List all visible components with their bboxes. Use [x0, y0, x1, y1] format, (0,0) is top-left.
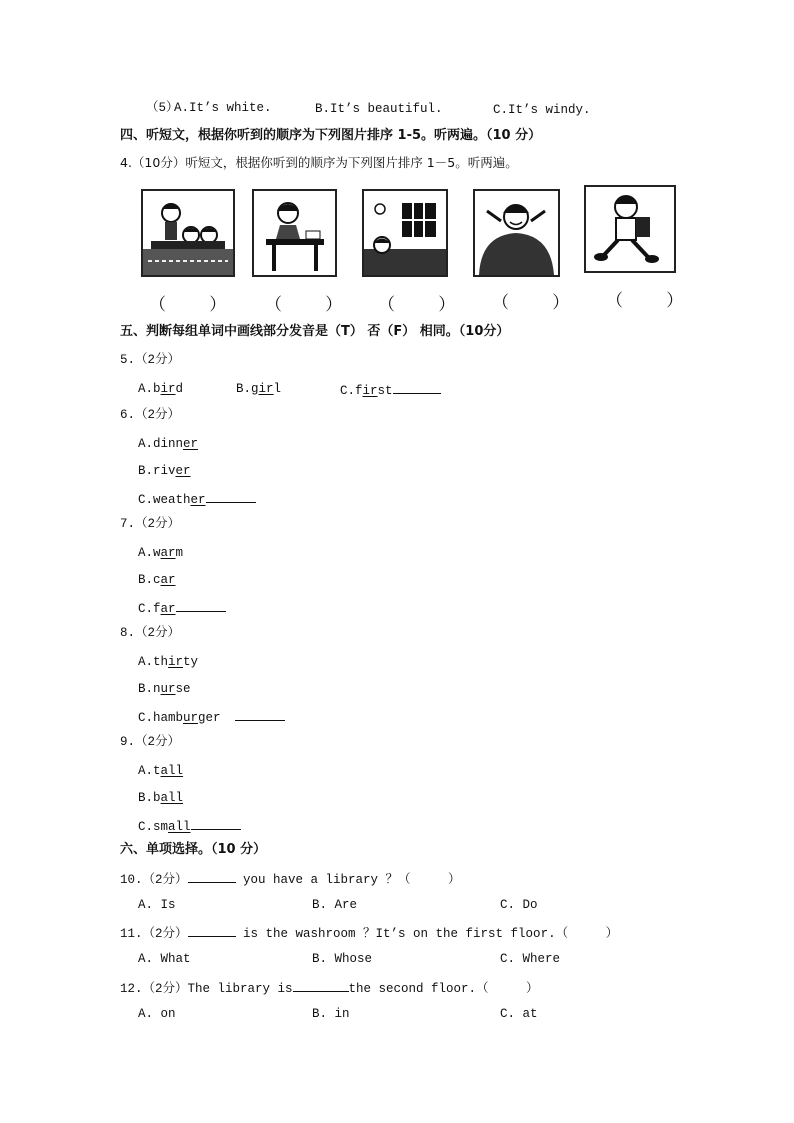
q12-option-c[interactable]: C. at — [500, 1007, 538, 1021]
q10-stem: 10.（2分） you have a library ？（ ） — [120, 870, 461, 888]
q3-5-option-c: C.It’s windy. — [493, 103, 591, 117]
q8-option-c: C.hamburger — [138, 708, 285, 726]
q8-number: 8.（2分） — [120, 626, 181, 640]
q10-option-b[interactable]: B. Are — [312, 898, 358, 912]
q12-option-b[interactable]: B. in — [312, 1007, 350, 1021]
q6-number: 6.（2分） — [120, 408, 181, 422]
picture-3-answer-paren[interactable]: （ ） — [378, 295, 456, 315]
girl-eating-icon — [254, 191, 335, 275]
q11-option-a[interactable]: A. What — [138, 952, 191, 966]
q6-option-b: B.river — [138, 464, 191, 478]
q11-stem: 11.（2分） is the washroom ？It’s on the first floor.（ ） — [120, 924, 618, 942]
picture-2-answer-paren[interactable]: （ ） — [265, 295, 343, 315]
q7-option-a: A.warm — [138, 546, 184, 560]
q7-answer-blank[interactable] — [176, 599, 226, 612]
q11-option-c[interactable]: C. Where — [500, 952, 561, 966]
q8-option-a: A.thirty — [138, 655, 199, 669]
q12-stem: 12.（2分）The library is the second floor.（ ） — [120, 979, 539, 997]
q10-option-a[interactable]: A. Is — [138, 898, 176, 912]
q6-answer-blank[interactable] — [206, 490, 256, 503]
q5-answer-blank[interactable] — [393, 381, 441, 394]
q3-5-option-b: B.It’s beautiful. — [315, 102, 443, 116]
q11-option-b[interactable]: B. Whose — [312, 952, 373, 966]
q6-option-a: A.dinner — [138, 437, 199, 451]
q11-answer-blank[interactable] — [188, 924, 236, 937]
q9-option-a: A.tall — [138, 764, 184, 778]
q9-number: 9.（2分） — [120, 735, 181, 749]
q9-option-b: B.ball — [138, 791, 184, 805]
q5-option-c: C.first — [340, 381, 441, 399]
q6-option-c: C.weather — [138, 490, 256, 508]
picture-children-playing — [141, 189, 235, 277]
q12-answer-blank[interactable] — [293, 979, 349, 992]
section4-title: 四、听短文，根据你听到的顺序为下列图片排序 1-5。听两遍。（10 分） — [120, 128, 542, 143]
picture-boy-waking-up — [473, 189, 560, 277]
boy-sleeping-night-icon — [364, 191, 446, 275]
q7-option-c: C.far — [138, 599, 226, 617]
section5-title: 五、判断每组单词中画线部分发音是（T） 否（F） 相同。（10分） — [120, 324, 510, 339]
picture-1-answer-paren[interactable]: （ ） — [149, 295, 227, 315]
q9-answer-blank[interactable] — [191, 817, 241, 830]
picture-5-answer-paren[interactable]: （ ） — [606, 291, 684, 311]
q5-option-b: B.girl — [236, 382, 282, 396]
picture-4-answer-paren[interactable]: （ ） — [492, 293, 570, 313]
q12-option-a[interactable]: A. on — [138, 1007, 176, 1021]
q10-answer-blank[interactable] — [188, 870, 236, 883]
q4-text: 4.（10分）听短文，根据你听到的顺序为下列图片排序 1－5。听两遍。 — [120, 155, 518, 170]
children-playing-icon — [143, 191, 233, 275]
q7-option-b: B.car — [138, 573, 176, 587]
q7-number: 7.（2分） — [120, 517, 181, 531]
picture-boy-going-to-school — [584, 185, 676, 273]
boy-going-to-school-icon — [586, 187, 674, 271]
q8-option-b: B.nurse — [138, 682, 191, 696]
q3-5-number: （5） — [146, 101, 179, 115]
boy-waking-up-icon — [475, 191, 558, 275]
q3-5-option-a: A.It’s white. — [174, 101, 272, 115]
q10-option-c[interactable]: C. Do — [500, 898, 538, 912]
section6-title: 六、单项选择。（10 分） — [120, 842, 267, 857]
q5-number: 5.（2分） — [120, 353, 181, 367]
q8-answer-blank[interactable] — [235, 708, 285, 721]
q5-option-a: A.bird — [138, 382, 184, 396]
q9-option-c: C.small — [138, 817, 241, 835]
picture-boy-sleeping-night — [362, 189, 448, 277]
picture-girl-eating — [252, 189, 337, 277]
